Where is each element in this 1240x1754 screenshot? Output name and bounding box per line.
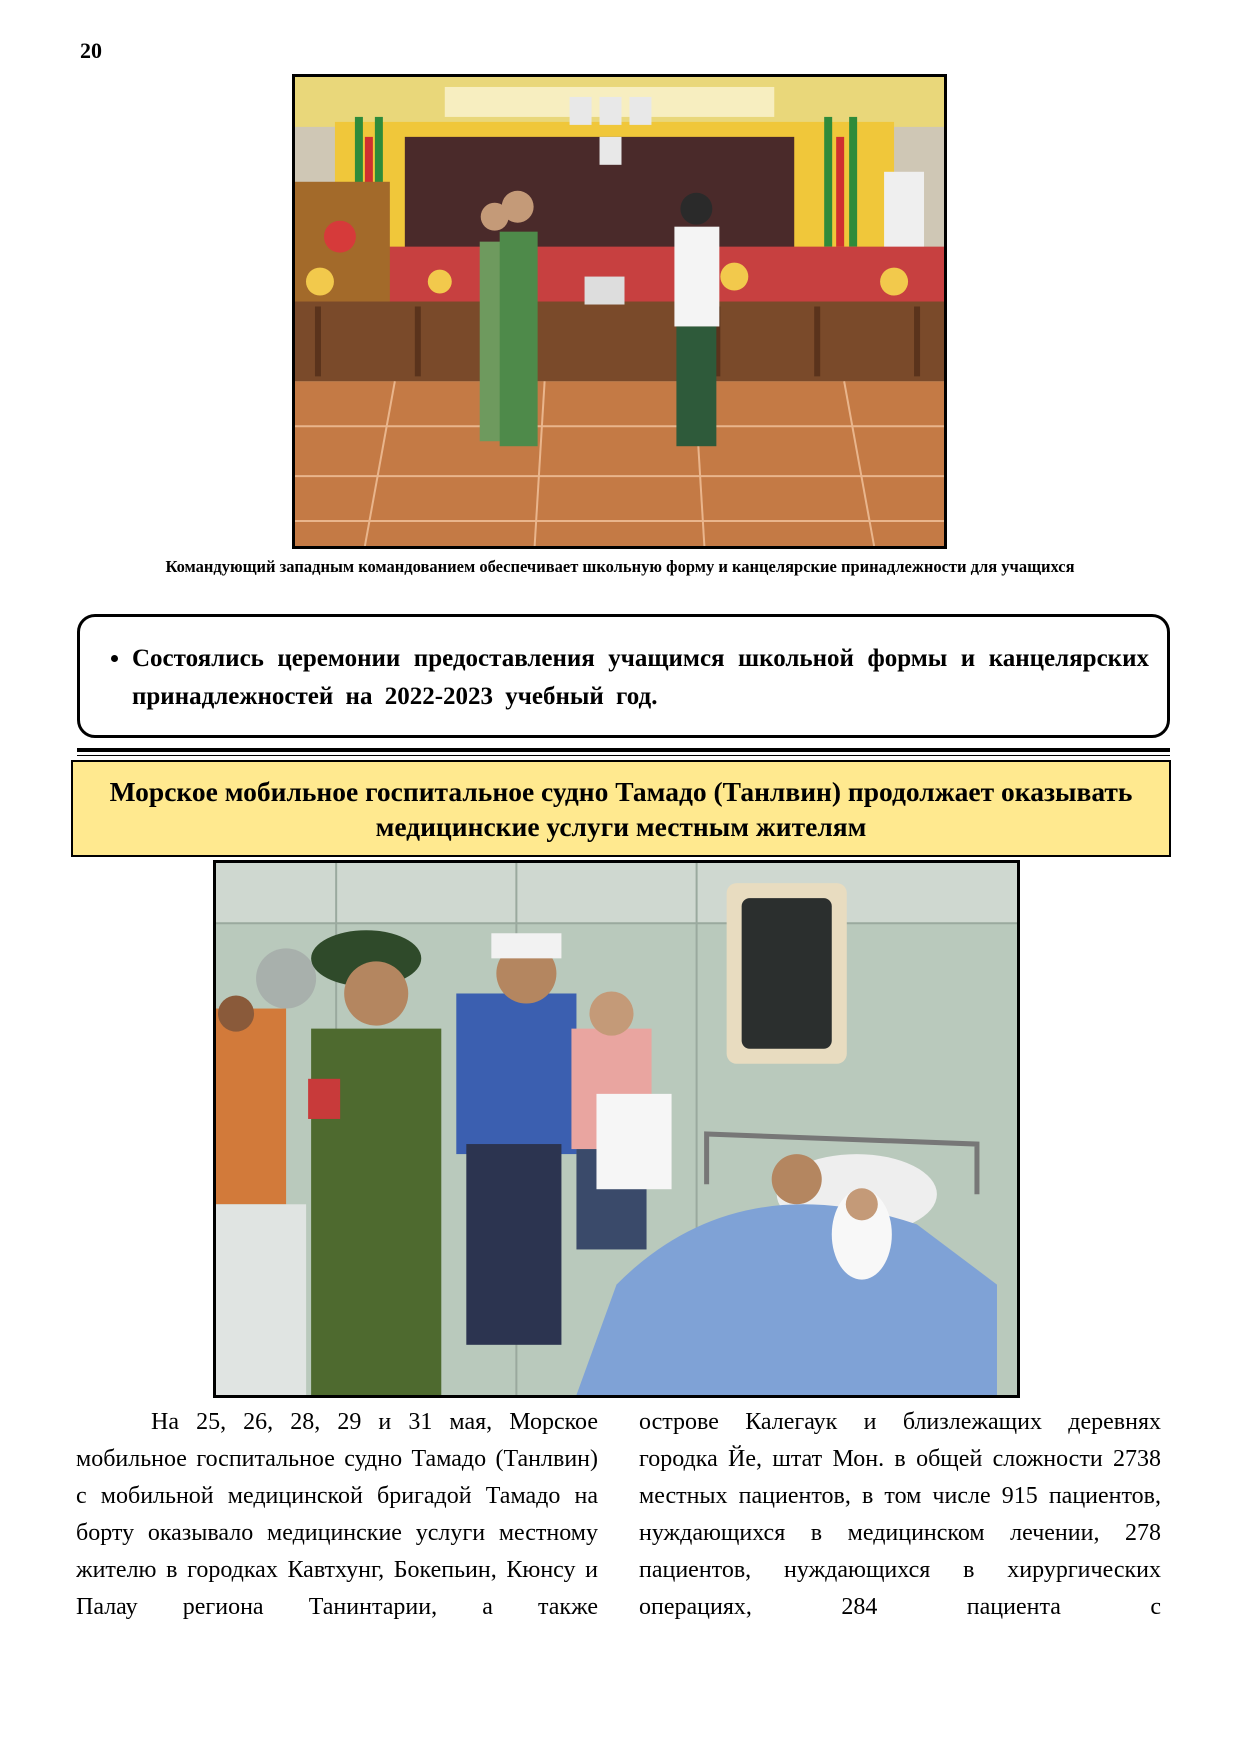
article-paragraph: На 25, 26, 28, 29 и 31 мая, Морское мобильное госпитальное судно Тамадо (Танлвин) с мобильной медицинской бригадой Тамадо на борту оказывало медицинские услуги местному жителю в городках Кавтхунг, Бокепьин, Кюнсу и Палау региона Танинтарии, а также [76,1409,598,1620]
hospital-ship-photo [213,860,1020,1398]
section-divider-thin [77,755,1170,756]
callout-bullet: • Состоялись церемонии предоставления учащимся школьной формы и канцелярских принадлежностей на 2022-2023 учебный год. [132,640,1149,716]
article-column-right [639,1404,1161,1664]
photo-caption: Командующий западным командованием обеспечивает школьную форму и канцелярские принадлежности для учащихся [165,557,1075,576]
article-headline: Морское мобильное госпитальное судно Тамадо (Танлвин) продолжает оказывать медицинские услуги местным жителям [71,760,1171,857]
page-number: 20 [80,38,102,63]
ceremony-photo [292,74,947,549]
summary-callout [77,614,1170,738]
section-divider [77,748,1170,752]
article-column-left [76,1404,598,1664]
article-paragraph-continued: острове Калегаук и близлежащих деревнях городка Йе, штат Мон. в общей сложности 2738 местных пациентов, в том числе 915 пациентов, нуждающихся в медицинском лечении, 278 пациентов, нуждающихся в хирургических операциях, 284 пациента с [639,1409,1161,1620]
